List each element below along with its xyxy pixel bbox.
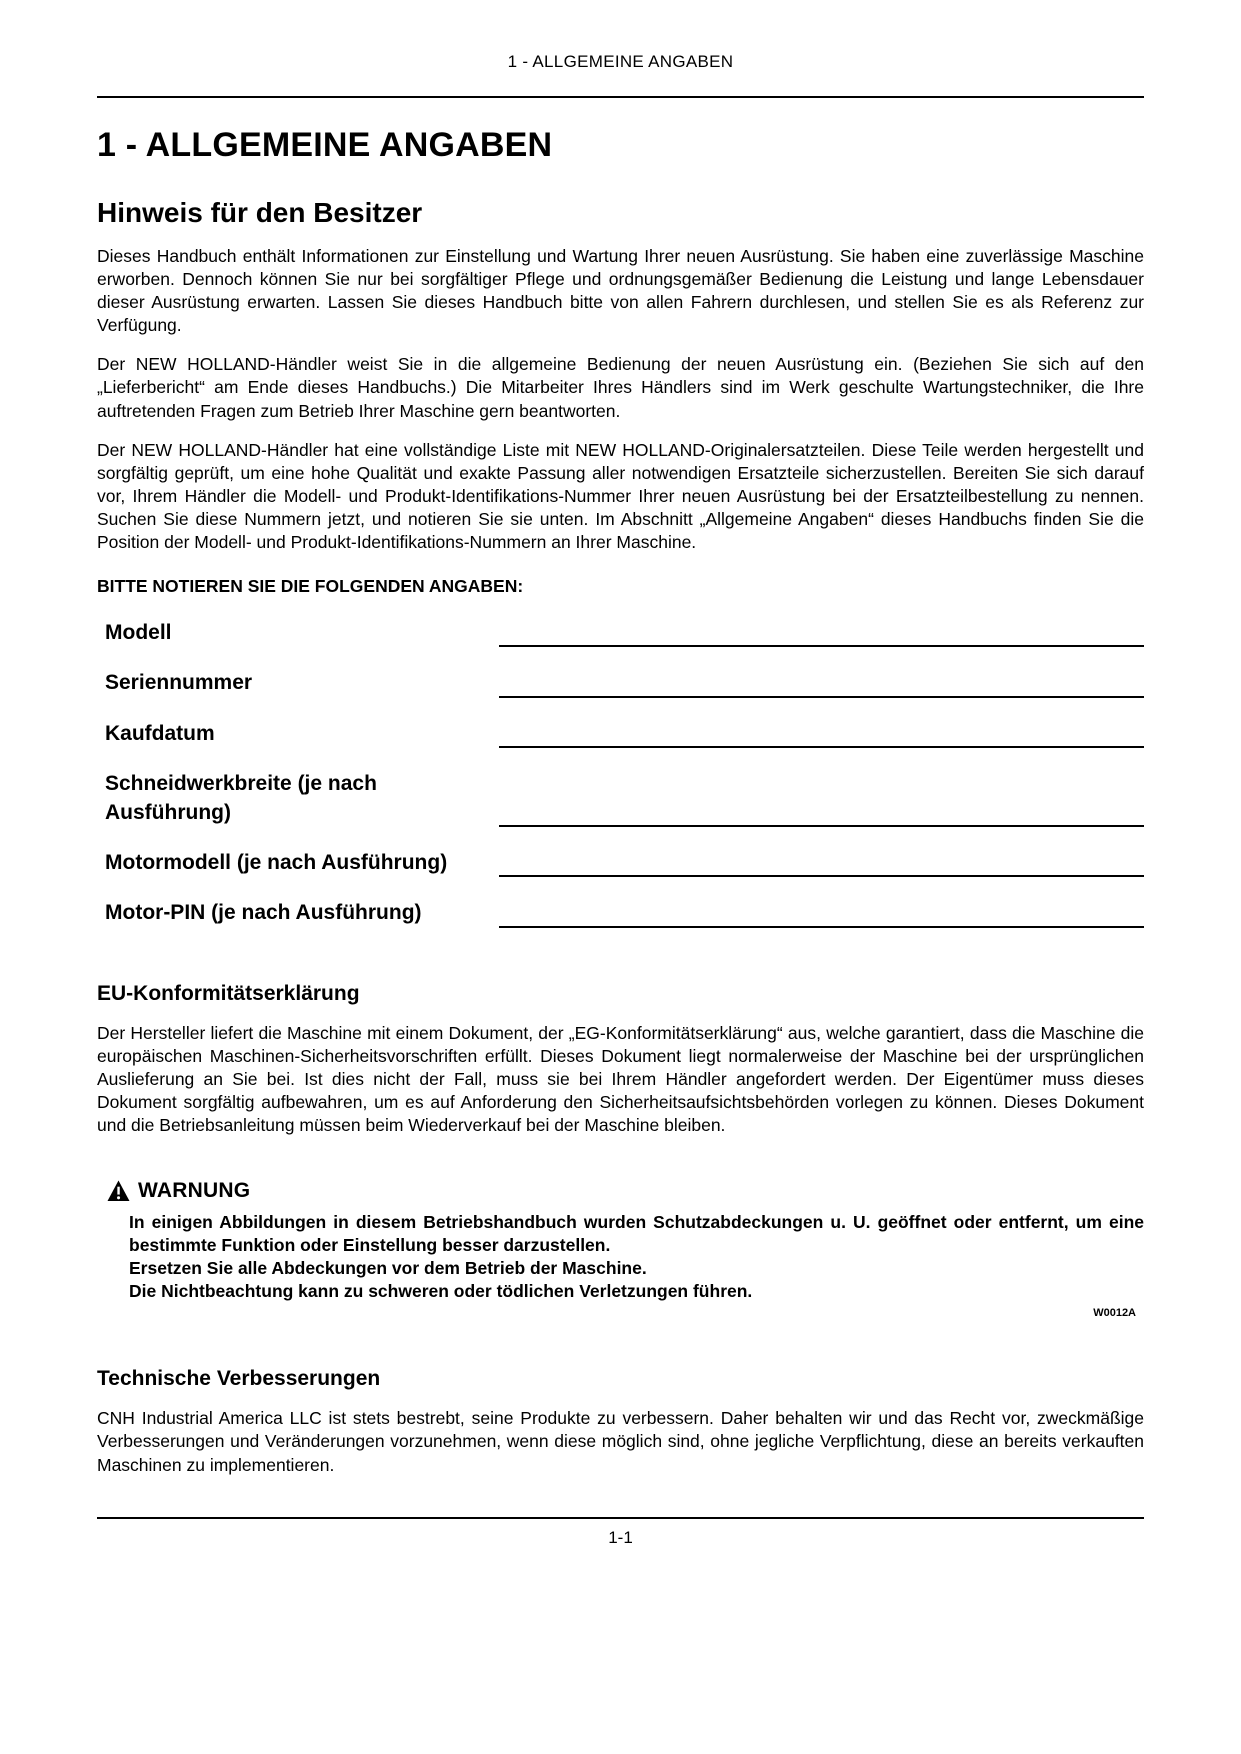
section-heading-owner-note: Hinweis für den Besitzer (97, 197, 423, 228)
owner-note-paragraph: Dieses Handbuch enthält Informationen zur Einstellung und Wartung Ihrer neuen Ausrüstung. Sie haben eine zuverlässige Maschine erworben. Dennoch können Sie nur bei sorgfältiger Pflege und ordnungsgemäßer Bedienung die Leistung und lange Lebensdauer dieser Ausrüstung erwarten. Lassen Sie dieses Handbuch bitte von allen Fahrern durchlesen, und stellen Sie es als Referenz zur Verfügung. (97, 246, 1144, 336)
page-number: 1-1 (608, 1528, 633, 1547)
field-line (499, 722, 1144, 748)
warning-line: Die Nichtbeachtung kann zu schweren oder tödlichen Verletzungen führen. (129, 1281, 753, 1302)
section-heading-eu-declaration: EU-Konformitätserklärung (97, 981, 360, 1005)
field-label: Kaufdatum (105, 721, 215, 745)
section-heading-improvements: Technische Verbesserungen (97, 1367, 381, 1391)
improvements-paragraph: CNH Industrial America LLC ist stets bestrebt, seine Produkte zu verbessern. Daher behalten wir und das Recht vor, zweckmäßige Verbesserungen und Veränderungen vorzunehmen, wenn diese möglich sind, ohne jegliche Verpflichtung, diese an bereits verkauften Maschinen zu implementieren. (97, 1408, 1144, 1475)
field-line (499, 801, 1144, 827)
warning-line: Ersetzen Sie alle Abdeckungen vor dem Betrieb der Maschine. (129, 1258, 647, 1279)
field-row-motor-pin (97, 899, 1144, 927)
warning-title: WARNUNG (138, 1179, 251, 1202)
record-fields (97, 619, 1144, 927)
field-label: Modell (105, 621, 172, 645)
warning-icon (107, 1180, 130, 1202)
owner-note-paragraph: Der NEW HOLLAND-Händler weist Sie in die allgemeine Bedienung der neuen Ausrüstung ein. (Beziehen Sie sich auf den „Lieferbericht“ am Ende dieses Handbuchs.) Die Mitarbeiter Ihres Händlers sind im Werk geschulte Wartungstechniker, die Ihre auftretenden Fragen zum Betrieb Ihrer Maschine gern beantworten. (97, 354, 1144, 421)
field-label: Schneidwerkbreite (je nach Ausführung) (105, 772, 377, 824)
field-line (499, 672, 1144, 698)
page-title: 1 - ALLGEMEINE ANGABEN (97, 126, 553, 164)
warning-reference-code: W0012A (1093, 1307, 1136, 1320)
page-footer (97, 1517, 1144, 1548)
field-line (499, 621, 1144, 647)
warning-title-row (107, 1179, 1144, 1203)
field-line (499, 902, 1144, 928)
field-row-motormodell (97, 849, 1144, 877)
field-label: Seriennummer (105, 671, 253, 695)
warning-line: In einigen Abbildungen in diesem Betriebshandbuch wurden Schutzabdeckungen u. U. geöffnet oder entfernt, um eine bestimmte Funktion oder Einstellung besser darzustellen. (129, 1212, 1144, 1256)
field-row-modell (97, 619, 1144, 647)
running-header: 1 - ALLGEMEINE ANGABEN (507, 52, 734, 71)
field-line (499, 851, 1144, 877)
field-row-seriennummer (97, 669, 1144, 697)
footer-rule (97, 1517, 1144, 1519)
record-instruction: BITTE NOTIEREN SIE DIE FOLGENDEN ANGABEN: (97, 576, 524, 597)
warning-box (97, 1179, 1144, 1319)
field-row-schneidwerkbreite (97, 770, 1144, 827)
owner-note-paragraph: Der NEW HOLLAND-Händler hat eine vollständige Liste mit NEW HOLLAND-Originalersatzteilen. Diese Teile werden hergestellt und sorgfältig geprüft, um eine hohe Qualität und exakte Passung aller notwendigen Ersatzteile sicherzustellen. Bereiten Sie sich darauf vor, Ihrem Händler die Modell- und Produkt-Identifikations-Nummer Ihrer neuen Ausrüstung bei der Ersatzteilbestellung zu nennen. Suchen Sie diese Nummern jetzt, und notieren Sie sie unten. Im Abschnitt „Allgemeine Angaben“ dieses Handbuchs finden Sie die Position der Modell- und Produkt-Identifikations-Nummern an Ihrer Maschine. (97, 439, 1144, 553)
eu-declaration-paragraph: Der Hersteller liefert die Maschine mit einem Dokument, der „EG-Konformitätserklärung“ aus, welche garantiert, dass die Maschine die europäischen Maschinen-Sicherheitsvorschriften erfüllt. Dieses Dokument liegt normalerweise der Maschine bei der ursprünglichen Auslieferung an Sie bei. Ist dies nicht der Fall, muss sie bei Ihrem Händler angefordert werden. Der Eigentümer muss dieses Dokument sorgfältig aufbewahren, um es auf Anforderung den Sicherheitsaufsichtsbehörden vorlegen zu können. Dieses Dokument und die Betriebsanleitung müssen beim Wiederverkauf bei der Maschine bleiben. (97, 1022, 1144, 1135)
header-rule (97, 96, 1144, 98)
field-label: Motor-PIN (je nach Ausführung) (105, 901, 422, 925)
warning-text (107, 1211, 1144, 1303)
field-label: Motormodell (je nach Ausführung) (105, 850, 448, 874)
field-row-kaufdatum (97, 720, 1144, 748)
